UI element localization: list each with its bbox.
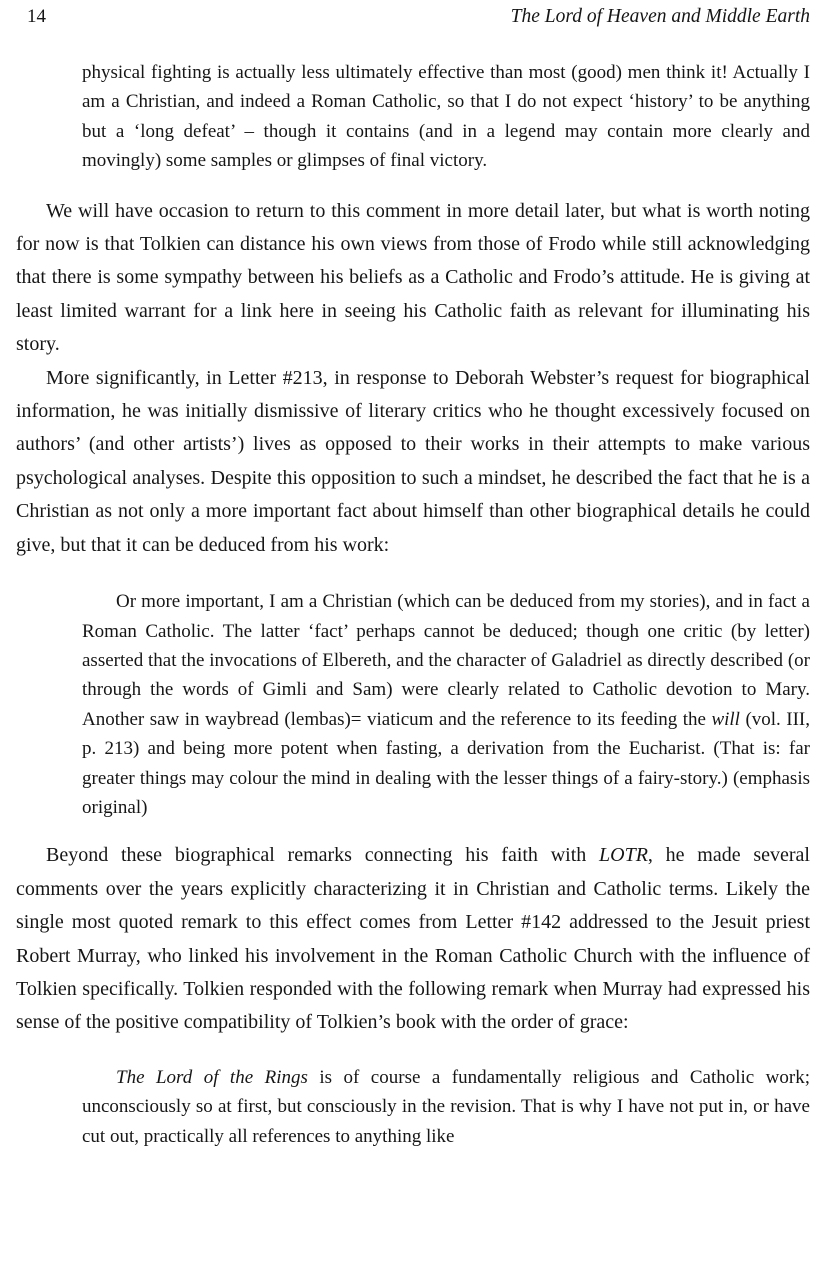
block-quote-lotr-religious-work bbox=[82, 1063, 810, 1151]
paragraph-occasion-to-return bbox=[16, 195, 810, 362]
quote-text: is of course a fundamentally religious and Catholic work; unconsciously so at first, but consciously in the revision. That is why I have not put in, or have cut out, practically all references to anything like bbox=[82, 1066, 811, 1147]
page-header bbox=[16, 6, 810, 28]
paragraph-text: Beyond these biographical remarks connecting his faith with bbox=[46, 844, 599, 867]
paragraph-text: More significantly, in Letter #213, in response to Deborah Webster’s request for biographical information, he was initially dismissive of literary critics who he thought excessively focused on authors’ (and other artists’) lives as opposed to their works in their attempts to make various psychological analyses. Despite this opposition to such a mindset, he described the fact that he is a Christian as not only a more important fact about himself than other biographical details he could give, but that it can be deduced from his work: bbox=[16, 366, 810, 556]
paragraph-text: , he made several comments over the years explicitly characterizing it in Christian and Catholic terms. Likely the single most quoted remark to this effect comes from Letter #142 addressed to the Jesuit priest Robert Murray, who linked his involvement in the Roman Catholic Church with the influence of Tolkien specifically. Tolkien responded with the following remark when Murray had expressed his sense of the positive compatibility of Tolkien’s book with the order of grace: bbox=[16, 844, 810, 1034]
paragraph-beyond-biographical bbox=[16, 839, 810, 1039]
paragraph-text: We will have occasion to return to this comment in more detail later, but what is worth noting for now is that Tolkien can distance his own views from those of Frodo while still acknowledging that there is some sympathy between his beliefs as a Catholic and Frodo’s attitude. He is giving at least limited warrant for a link here in seeing his Catholic faith as relevant for illuminating his story. bbox=[16, 199, 810, 356]
page-number: 14 bbox=[27, 6, 46, 27]
block-quote-or-more-important bbox=[82, 587, 810, 822]
quote-text: (vol. III, p. 213) and being more potent when fasting, a derivation from the Eucharist. (That is: far greater things may colour the mind in dealing with the lesser things of a fairy-story.) (emphasis original) bbox=[82, 708, 811, 818]
quote-text: physical fighting is actually less ultimately effective than most (good) men think it! Actually I am a Christian, and indeed a Roman Catholic, so that I do not expect ‘history’ to be anything but a ‘long defeat’ – though it contains (and in a legend may contain more clearly and movingly) some samples or glimpses of final victory. bbox=[82, 62, 810, 172]
quote-italic-book-title: The Lord of the Rings bbox=[116, 1066, 308, 1088]
block-quote-letter-continued bbox=[82, 58, 810, 176]
running-title: The Lord of Heaven and Middle Earth bbox=[510, 6, 810, 27]
paragraph-italic-abbreviation: LOTR bbox=[599, 844, 648, 867]
paragraph-letter-213 bbox=[16, 362, 810, 562]
quote-text: Or more important, I am a Christian (which can be deduced from my stories), and in fact a Roman Catholic. The latter ‘fact’ perhaps cannot be deduced; though one critic (by letter) asserted that the invocations of Elbereth, and the character of Galadriel as directly described (or through the words of Gimli and Sam) were clearly related to Catholic devotion to Mary. Another saw in waybread (lembas)= viaticum and the reference to its feeding the bbox=[82, 591, 810, 730]
quote-italic-word: will bbox=[711, 708, 740, 730]
